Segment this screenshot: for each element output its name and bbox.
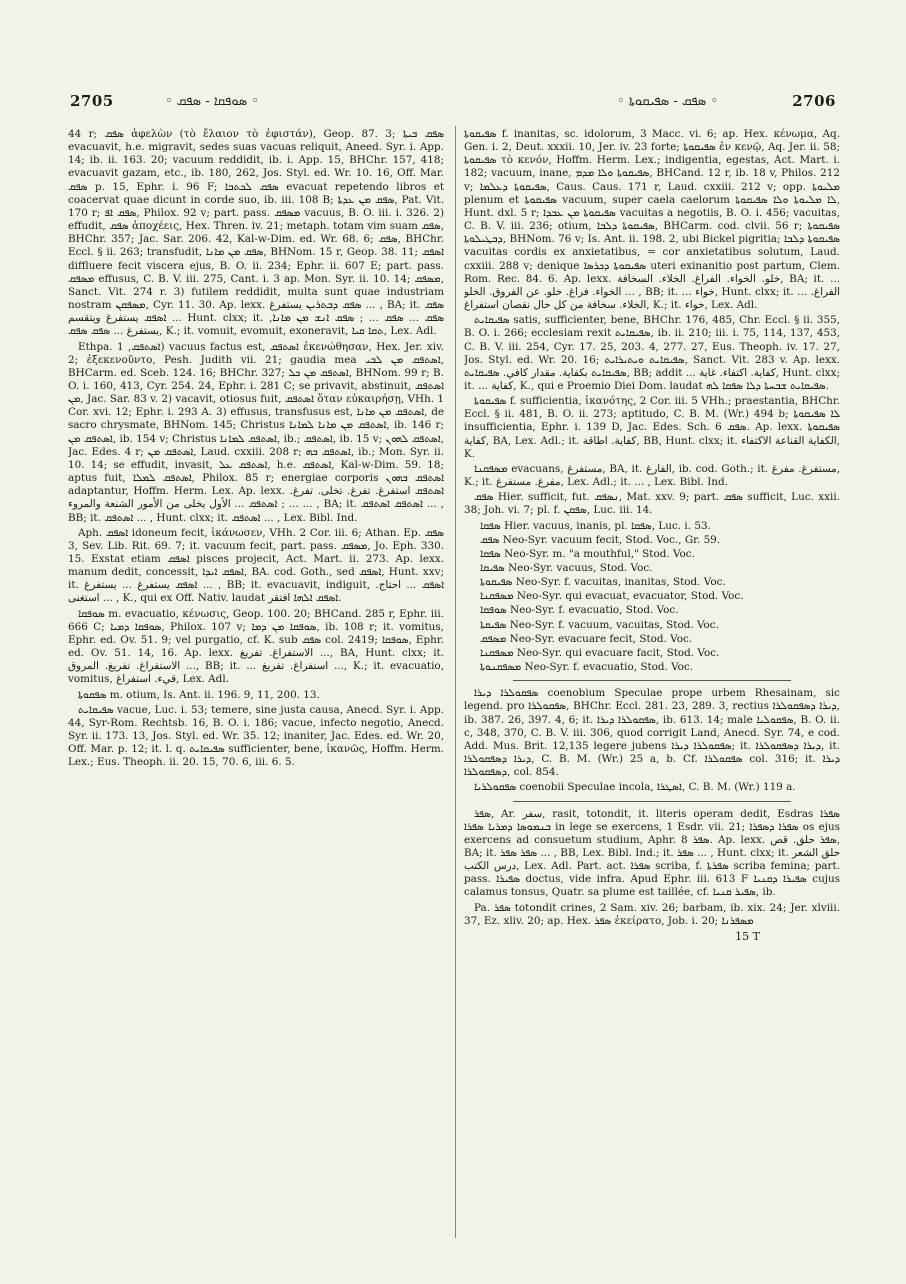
entry-paragraph: ܣܦܩܐ Hier. vacuus, inanis, pl. ܣܦܩܐ, Luc. i. 53. [480, 519, 711, 532]
entry-paragraph: ܣܦܩܘܠܪܐ ܕܝܪܐ coenobium Speculae prope urbem Rhesainam, sic legend. pro ܣܦܩܘܠܪܐ, BHChr. Eccl. 281. 23, 289. 3, rectius ܕܝܪܐ ܕܣܦܩܘܠܪܐ, ib. 387. 26, 397. 4, 6; it. ܣܦܩܘܠܪܐ ܕܝܪܐ, ib. 613. 14; male ܣܦܩܘܠܝܐ, B. O. ii. c, 348, 370, C. B. V. iii. 306, quod corrigit Land, Anecd. Syr. 74, e cod. Add. Mus. Brit. 12,135 legere jubens ܣܦܩܘܠܪܐ ܕܝܪܐ; it. ܕܝܪܐ ܕܣܦܩܘܠܪܐ, it. ܕܝܪܐ ܕܣܦܩܘܠܪܐ, C. B. M. (Wr.) 25 a, b. Cf. ܣܦܩܘܠܪܐ col. 316; it. ܕܝܪܐ ܕܣܦܩܘܠܪܐ, col. 854. [464, 687, 840, 779]
signature-mark: 15 T [735, 929, 760, 943]
right-column [464, 128, 840, 1238]
entry-paragraph: ܣܦܩܘܬܐ m. otium, Is. Ant. ii. 196. 9, 11, 200. 13. [78, 688, 320, 701]
entry-paragraph: ܡܣܦܩܢܘܬܐ Neo-Syr. f. evacuatio, Stod. Voc. [480, 661, 694, 674]
entry-paragraph: ܡܣܦܩܢܐ evacuans, مستفرغ, BA, it. الفارغ, ib. cod. Goth.; it. مستفرغ. مفرغ, K.; it. مفرغ. مستفرغ, Lex. Adl.; it. ... , Lex. Bibl. Ind. [464, 462, 840, 489]
page-header [70, 92, 836, 120]
entry-paragraph: ܣܦܩ Hier. sufficit, fut. ܢܣܦܩ, Mat. xxv. 9; part. ܣܦܩ sufficit, Luc. xxii. 38; Joh. vi. 7; pl. f. ܣܦܩܢ, Luc. iii. 14. [464, 491, 840, 517]
entry-paragraph: ܣܘܦܩܐ m. evacuatio, κένωσις, Geop. 100. 20; BHCand. 285 r, Ephr. iii. 666 C; ܣܘܦܩܐ ܕܡܝܐ, Philox. 107 v; ܣܘܦܩܐ ܡܢ ܕܡܐ, ib. 108 r; it. vomitus, Ephr. ed. Ov. 51. 9; vel purgatio, cf. K. sub ܣܦܩ col. 2419; ܣܘܦܩܐ, Ephr. ed. Ov. 51. 14, 16. Ap. lexx. الاستفراغ. تفريغ ..., BA, Hunt. clxx; it. الاستفراغ. تفريغ. المروق ..., BB; it. ... استفراغ. تفريغ ..., K.; it. evacuatio, vomitus, قيء. استفراغ, Lex. Adl. [68, 607, 444, 686]
entry-paragraph: ܣܦܝܩܐ Neo-Syr. vacuus, Stod. Voc. [480, 562, 653, 574]
right-page-number: 2706 [792, 92, 836, 110]
section-separator [513, 680, 791, 681]
entry-paragraph: ܣܦܝܩܘܬܐ f. inanitas, sc. idolorum, 3 Macc. vi. 6; ap. Hex. κένωμα, Aq. Gen. i. 2, Deut. xxxii. 10, Jer. iv. 23 forte; ܣܦܝܩܘܬܐ ἐν κενῷ, Aq. Jer. ii. 58; ܣܦܝܩܘܬܐ τὸ κενόν, Hoffm. Herm. Lex.; indigentia, egestas, Act. Mart. i. 182; vacuum, inane, ܣܦܝܩܘܬܐ ܘܠܐ ܡܕܡ, BHCand. 12 r, ib. 18 v, Philos. 212 v; ܣܦܝܩܘܬܐ ܕܥܠܡܐ, Caus. Caus. 171 r, Laud. cxxiii. 212 v; opp. ܡܠܝܘܬܐ plenum et ܣܦܝܩܘܬܐ vacuum, super caela caelorum ܠܐ ܡܠܝܘܬܐ ܘܠܐ ܣܦܝܩܘܬܐ, Hunt. dxl. 5 r; ܣܦܝܩܘܬܐ ܡܢ ܥܒܕܐ vacuitas a negotiis, B. O. i. 456; vacuitas, C. B. V. iii. 236; otium, ܣܦܝܩܘܬܐ ܕܠܒܐ, BHCarm. cod. clvii. 56 r; ܣܦܝܩܘܬܐ ܕܒܛܝܠܘܬܐ, BHNom. 76 v; Is. Ant. ii. 198. 2, ubi Bickel pigritia; ܣܦܝܩܘܬܐ ܕܠܒܐ vacuitas cordis ex anxietatibus, = cor anxietatibus solutum, Laud. cxxiii. 288 v; denique ܣܦܝܩܘܬܐ ܕܟܪܣܐ uteri exinanitio post partum, Clem. Rom. Rec. 84. 6. Ap. lexx. خلو. الخواء. الفراغ. الخلاء. السخافة, BA; it. ... الخواء. فراغ. خلو. عن الفروق. الخلو ... , BB; it. ... خواء, Hunt. clxx; it. ... الفراغ. الخلاء. سخافة من كل حال نقصان استفراغ, K.; it. خواء, Lex. Adl. [464, 128, 840, 312]
entry-paragraph: Aph. ܐܣܦܩ idoneum fecit, ἱκάνωσεν, VHh. 2 Cor. iii. 6; Athan. Ep. ܣܦܩ 3, Sev. Lib. Rit. 69. 7; it. vacuum fecit, part. pass. ܡܣܦܩ, Jo. Eph. 330. 15. Exstat etiam ܐܣܦܩ pisces projecit, Act. Mart. ii. 273. Ap. lexx. manum dedit, concessit, ܐܣܦܩ ܐܝܕܐ, BA. cod. Goth., sed ܐܣܦܩ, Hunt. xxv; it. ܐܣܦܩ يستفرغ ... يستفرغ ... , BB; it. evacuavit, indiguit, ܐܣܦܩ ... احتاج. استغنى ... , K., qui ex Off. Nativ. laudat ܐܣܦܩ ܐܠܗܐ افتقر. [68, 526, 444, 605]
section-separator [513, 801, 791, 802]
entry-paragraph: ܣܦܝܩܬܐ Neo-Syr. f. vacuum, vacuitas, Stod. Voc. [480, 618, 719, 631]
entry-paragraph: ܣܦܝܩܐܝܬ satis, sufficienter, bene, BHChr. 176, 485, Chr. Eccl. § ii. 355, B. O. i. 266; ecclesiam rexit ܣܦܝܩܐܝܬ, ib. ii. 210; iii. i. 75, 114, 137, 453, C. B. V. iii. 254, Cyr. 17. 25, 203. 4, 277. 27, Eus. Theoph. iv. 17. 27, Jos. Styl. ed. Wr. 20. 16; ܣܦܝܩܐܝܬ ܘܝܬܝܪܐܝܬ, Sanct. Vit. 283 v. Ap. lexx. ܣܦܝܩܐܝܬ بكفاية. مقدار كافي. ܣܦܝܩܐܝܬ, BB; addit ... كفاية. اكتفاء. غاية, Hunt. clxx; it. ... كفاية, K., qui e Proemio Diei Dom. laudat ܣܦܝܩܐܝܬ ܫܒܚܬܐ ܕܠܐ ܣܦܩܐ ܠܗ. [464, 314, 840, 392]
entry-paragraph: ܣܦܩܐ Neo-Syr. m. "a mouthful," Stod. Voc. [480, 547, 695, 560]
entry-paragraph: Pa. ܣܦܪ totondit crines, 2 Sam. xiv. 26; barbam, ib. xix. 24; Jer. xlviii. 37, Ez. xliv. 20; ap. Hex. ܣܦܪ ἐκείρατο, Job. i. 20; ܡܣܦܪܢܐ [464, 901, 840, 927]
entry-paragraph: ܣܦܝܩܐܝܬ vacue, Luc. i. 53; temere, sine justa causa, Anecd. Syr. i. App. 44, Syr-Rom. Rechtsb. 16, B. O. i. 186; vacue, infecto negotio, Anecd. Syr. ii. 173. 13, Jos. Styl. ed. Wr. 35. 12; inaniter, Jac. Edes. ed. Wr. 20, Off. Mar. p. 12; it. l. q. ܣܦܝܩܐܝܬ sufficienter, bene, ἱκανῶς, Hoffm. Herm. Lex.; Eus. Theoph. ii. 20. 15, 70. 6, iii. 6. 5. [68, 703, 444, 769]
entry-paragraph: Ethpa. ܐܣܬܦܩ, 1) vacuus factus est, ܐܣܬܦܩ ἐκενώθησαν, Hex. Jer. xiv. 2; ἐξεκενοῦντο, Pesh. Judith vii. 21; gaudia mea ܐܣܬܦܩ ܡܢ ܠܒܝ, BHCarm. ed. Sceb. 124. 16; BHChr. 327; ܐܣܬܦܩ ܡܢ ܟܠ, BHNom. 99 r; B. O. i. 160, 413, Cyr. 254. 24, Ephr. i. 281 C; se privavit, abstinuit, ܐܣܬܦܩ ܡܢ, Jac. Sar. 83 v. 2) vacavit, otiosus fuit, ܐܣܬܦܩ ὅταν εὐκαιρήσῃ, VHh. 1 Cor. xvi. 12; Ephr. i. 293 A. 3) effusus, transfusus est, ܐܣܬܦܩ ܡܢ ܡܐܢܐ, de sacro chrysmate, BHNom. 145; Christus ܐܣܬܦܩ ܡܢ ܡܐܢܐ ܠܡܐܢܐ, ib. 146 r; ܐܣܬܦܩ ܡܢ, ib. 154 v; Christus ܐܣܬܦܩ ܠܡܐܢܐ, ib.; ܐܣܬܦܩ, ib. 15 v; ܐܣܬܦܩ ܠܗܘܢ, Jac. Edes. 4 r; ܐܣܬܦܩ ܡܢ, Laud. cxxiii. 208 r; ܐܣܬܦܩ ܒܗ, ib.; Mon. Syr. ii. 10. 14; se effudit, invasit, ܐܣܬܦܩ ܥܠ, h.e. ܐܣܬܦܩ, Kal-w-Dim. 59. 18; aptus fuit, ܐܣܬܦܩ ܠܡܠܐ, Philox. 85 r; energiae corporis ܐܣܬܦܩ ܒܗܘܢ adaptantur, Hoffm. Herm. Lex. Ap. lexx. ܐܣܬܦܩ استفرغ. تفرغ. تخلى. تفرغ. ... ; ܐܣܬܦܩ ... الأول يخلى من الأمور الشنعة والمروء ... , BA; it. ܐܣܬܦܩ ܐܣܬܦܩ ... , BB; it. ܐܣܬܦܩ ... , Hunt. clxx; it. ܐܣܬܦܩ ... , Lex. Bibl. Ind. [68, 340, 444, 524]
entry-paragraph: ܡܣܦܩܢܐ Neo-Syr. qui evacuare facit, Stod. Voc. [480, 646, 720, 659]
right-running-head: ◦ ܣܦܩ - ܣܦܝܩܘܬܐ ◦ [616, 94, 718, 109]
entry-paragraph: ܣܦܪ, Ar. سفر, rasit, totondit, it. literis operam dedit, Esdras ܣܦܪܐ ܒܢܡܘܣܐ ܕܡܪܝܐ ܣܦܪܐ in lege se exercens, 1 Esdr. vii. 21; ܣܦܪܐ ܕܣܦܪܐ os ejus exercens ad consuetum studium, Aphr. ܣܦܪ 8. Ap. lexx. ܣܦܪ حلق. قص, BA; it. ܣܦܪ ܣܦܪ ... , BB, Lex. Bibl. Ind.; it. ܣܦܪ ... , Hunt. clxx; it. حلق الشعر درس الكتب, Lex. Adl. Part. act. ܣܦܪܐ scriba, f. ܣܦܪܬܐ scriba femina; part. pass. ܣܦܝܪܐ doctus, vide infra. Apud Ephr. iii. 613 F ܣܦܝܪܐ ܕܩܢܝܐ cujus calamus tonsus, Quatr. sa plume est taillée, cf. ܣܦܝܪ ܩܢܝܐ, ib. [464, 807, 840, 899]
entry-paragraph: ܣܦܩܘܠܪܝܐ coenobii Speculae incola, ܐܣܛܪܐ, C. B. M. (Wr.) 119 a. [474, 781, 796, 794]
entry-paragraph: 44 r; ܣܦܩ ἀφελὼν (τὸ ἔλαιον τὸ ἐφιστάν), Geop. 87. 3; ܣܦܩ ܒܝܬܐ evacuavit, h.e. migravit, sedes suas vacuas reliquit, Aneed. Syr. i. App. 14; ib. ii. 163. 20; vacuum reddidit, ib. i. App. 15, BHChr. 157, 418; evacuavit gazam, etc., ib. 180, 262, Jos. Styl. ed. Wr. 10. 16, Off. Mar. ܣܦܩ p. 15, Ephr. i. 96 F; ܣܦܩ ܠܟܬܒܐ evacuat repetendo libros et coacervat quae dicunt in corde suo, ib. iii. 108 B; ܣܦܩ ܡܢ ܥܕܬܐ, Pat. Vit. 170 r; ܣܦܩ ܐܦ, Philox. 92 v; part. pass. ܡܣܦܩ vacuus, B. O. iii. i. 326. 2) effudit, ܣܦܩ ἀποχέεις, Hex. Thren. iv. 21; metaph. totam vim suam ܣܦܩ, BHChr. 357; Jac. Sar. 206. 42, Kal-w-Dim. ed. Wr. 68. 6; ܣܦܩ, BHChr. Eccl. § ii. 263; transfudit, ܣܦܩ ܡܢ ܡܐܢܐ, BHNom. 15 r, Geop. 38. 11; ܐܣܦܩ diffluere fecit viscera ejus, B. O. ii. 234; Ephr. ii. 607 E; part. pass. ܡܣܦܩ effusus, C. B. V. iii. 275, Cant. i. 3 ap. Mon. Syr. ii. 10. 14; ܡܣܦܩ, Sanct. Vit. 274 r. 3) futilem reddidit, multa sunt quae industriam nostram ܡܣܦܩܢ, Cyr. 11. 30. Ap. lexx. ܣܦܩ ܕܒܬܪܝܢ يستفرغ ... , BA; it. ܣܦܩ ܐܣܦܩ يستفرغ ويتقسم ... Hunt. clxx; it. ܣܦܩ ... ܣܦܩ ... ; ܣܦܩ ܐܢܫ ܡܢ ܡܐܢܐ, يستفرغ ... ܣܦܩ ܣܦܩ, K.; it. vomuit, evomuit, exoneravit, ܬܩܐ ܩܝܐ, Lex. Adl. [68, 128, 444, 338]
entry-paragraph: ܡܣܦܩܢܐ Neo-Syr. qui evacuat, evacuator, Stod. Voc. [480, 590, 744, 603]
entry-paragraph: ܣܦܝܩܘܬܐ Neo-Syr. f. vacuitas, inanitas, Stod. Voc. [480, 576, 726, 589]
entry-paragraph: ܣܦܝܩܘܬܐ f. sufficientia, ἱκανότης, 2 Cor. iii. 5 VHh.; praestantia, BHChr. Eccl. § ii. 481, B. O. ii. 273; aptitudo, C. B. M. (Wr.) 494 b; ܠܐ ܣܦܝܩܘܬܐ insufficientia, Ephr. i. 139 D, Jac. Edes. Sch. ܣܦܩ 6. Ap. lexx. ܣܦܝܩܘܬܐ كفاية, BA, Lex. Adl.; it. كفاية. اطاقة, BB, Hunt. clxx; it. الكفاية القناعة الاكتفاء, K. [464, 395, 840, 460]
entry-paragraph: ܣܘܦܩܐ Neo-Syr. f. evacuatio, Stod. Voc. [480, 604, 679, 617]
column-divider [455, 126, 456, 1238]
left-running-head: ◦ ܣܘܦܩܐ - ܣܦܩ ◦ [165, 94, 259, 109]
left-column [68, 128, 444, 1238]
left-page-number: 2705 [70, 92, 114, 110]
entry-paragraph: ܣܦܩ Neo-Syr. vacuum fecit, Stod. Voc., Gr. 59. [480, 533, 721, 546]
entry-paragraph: ܡܣܦܩ Neo-Syr. evacuare fecit, Stod. Voc. [480, 632, 693, 645]
